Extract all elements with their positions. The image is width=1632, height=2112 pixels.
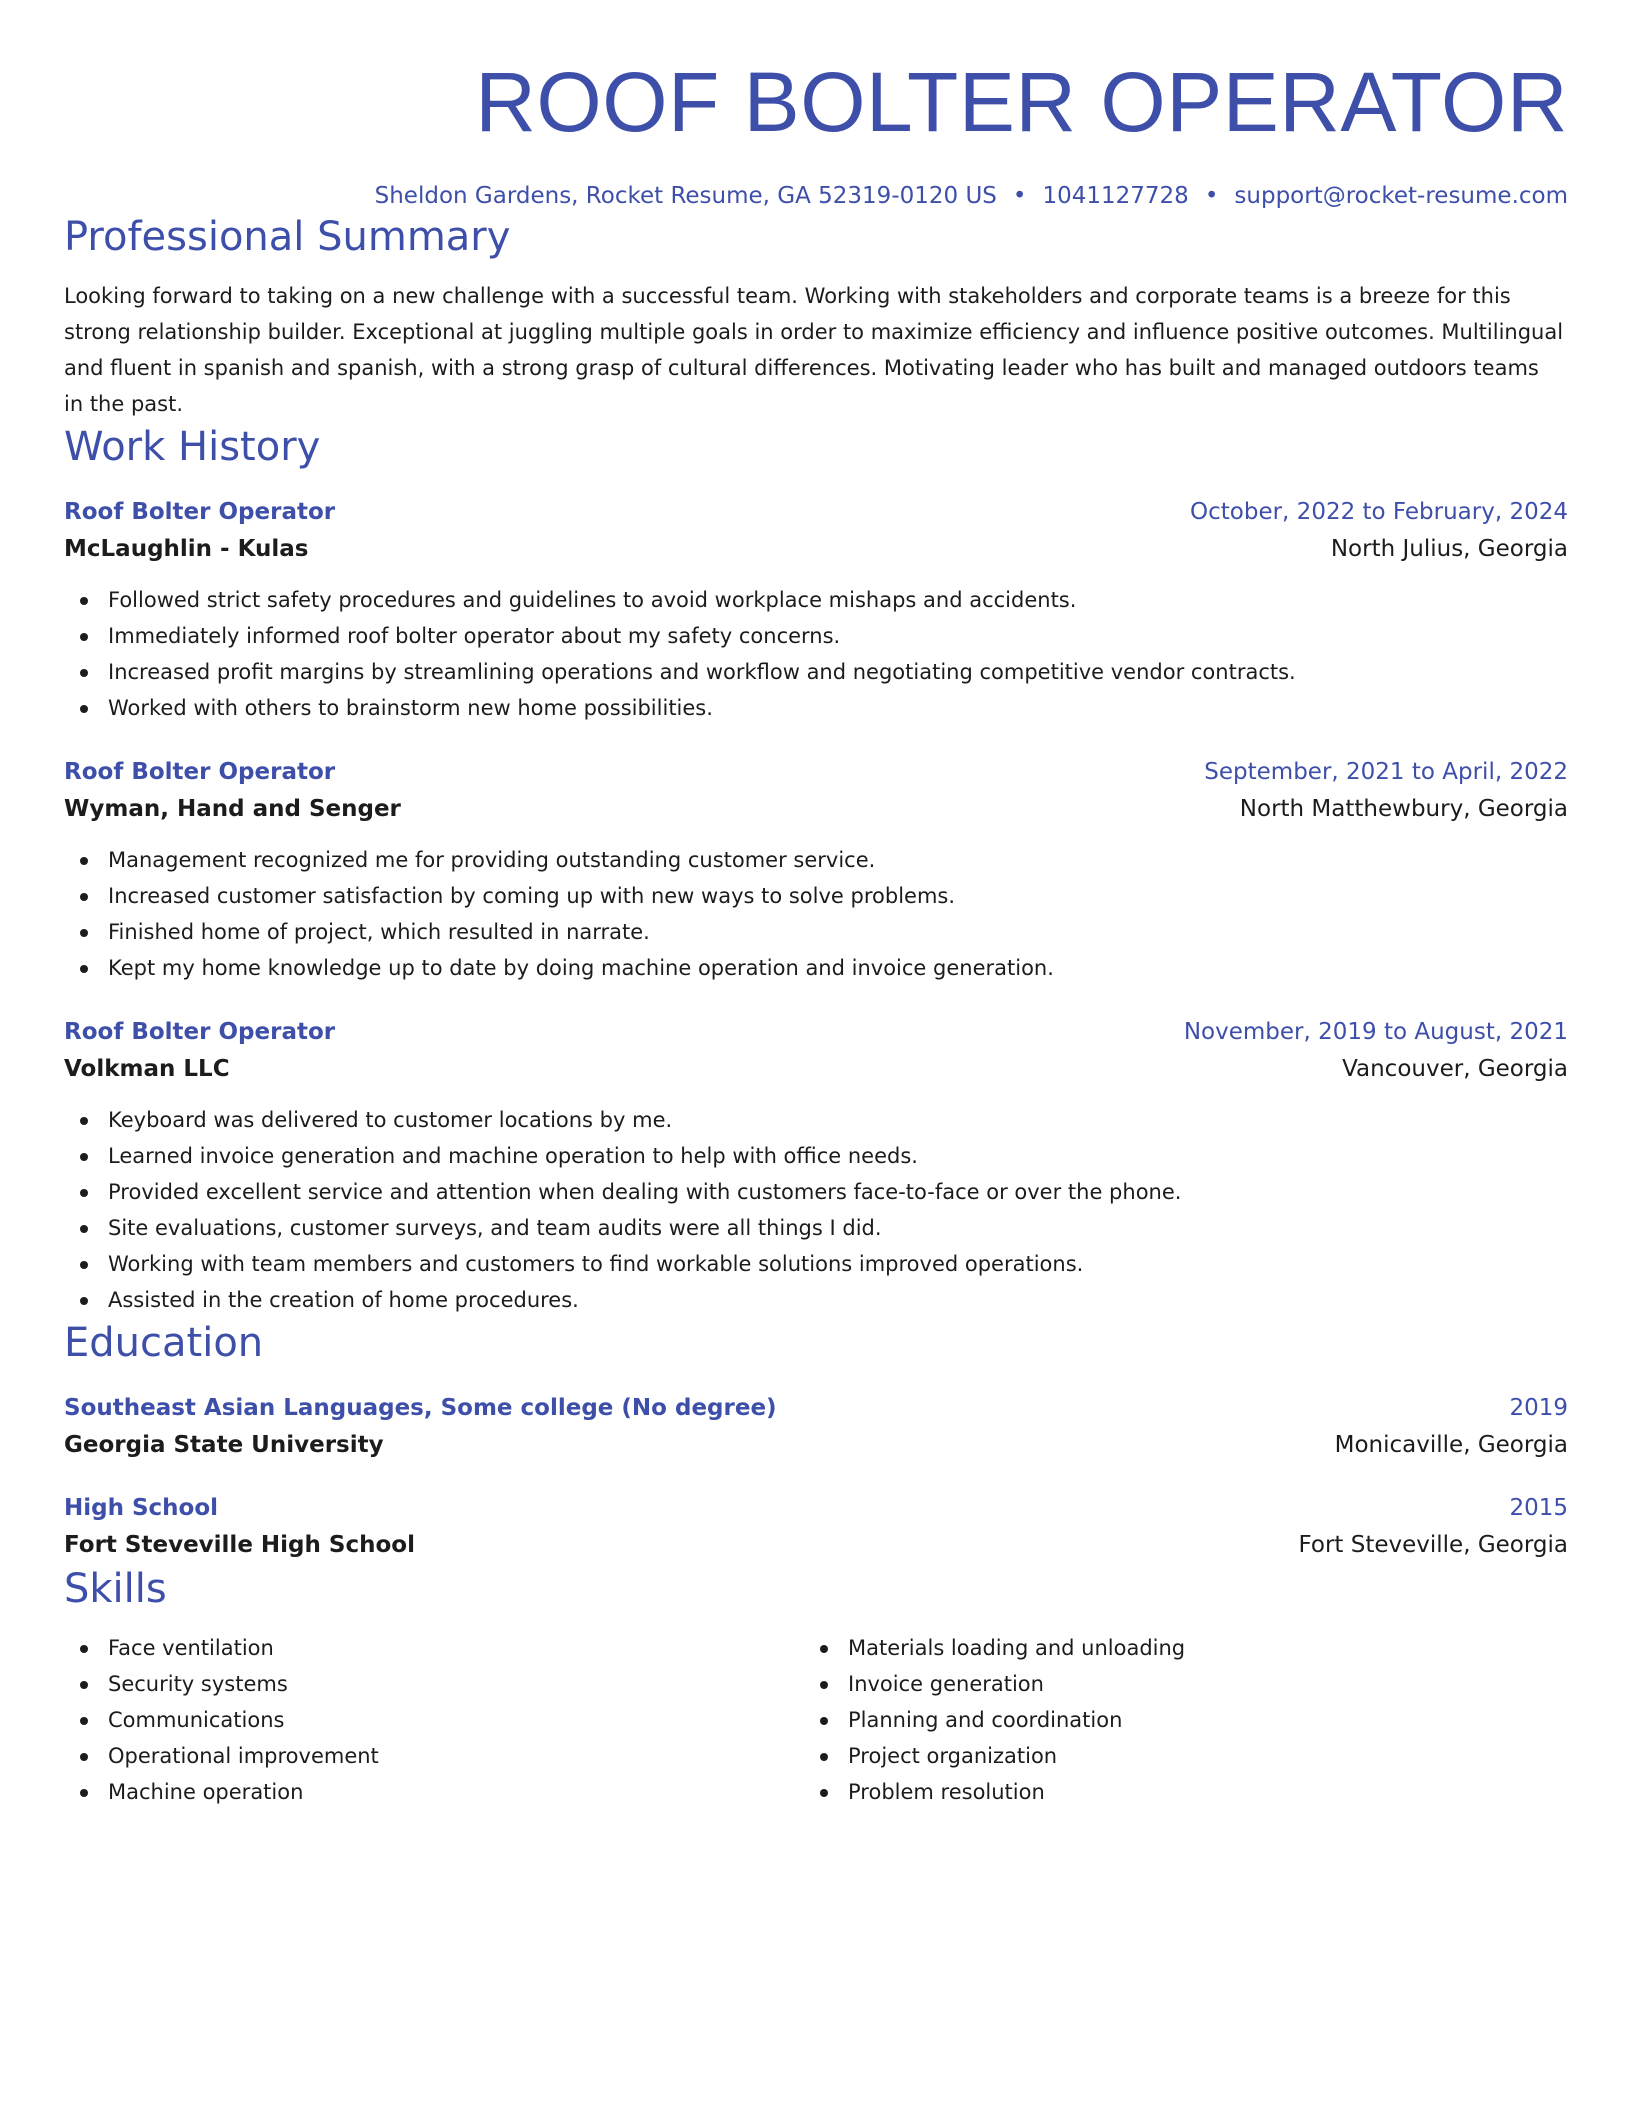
skill-item: Communications (64, 1702, 804, 1738)
skills-list-right (804, 1630, 1544, 1810)
list-item: Keyboard was delivered to customer locations by me. (64, 1102, 1568, 1138)
list-item: Finished home of project, which resulted in narrate. (64, 914, 1568, 950)
list-item: Site evaluations, customer surveys, and team audits were all things I did. (64, 1210, 1568, 1246)
resume-header (64, 0, 1568, 212)
education-location: Fort Steveville, Georgia (1298, 1532, 1568, 1558)
skill-item: Materials loading and unloading (804, 1630, 1544, 1666)
list-item: Immediately informed roof bolter operator about my safety concerns. (64, 618, 1568, 654)
education-location: Monicaville, Georgia (1334, 1432, 1568, 1458)
list-item: Management recognized me for providing outstanding customer service. (64, 842, 1568, 878)
list-item: Provided excellent service and attention when dealing with customers face-to-face or over the phone. (64, 1174, 1568, 1210)
job-location: North Julius, Georgia (1330, 536, 1568, 562)
list-item: Kept my home knowledge up to date by doing machine operation and invoice generation. (64, 950, 1568, 986)
list-item: Followed strict safety procedures and guidelines to avoid workplace mishaps and accidents. (64, 582, 1568, 618)
education-year: 2019 (1509, 1395, 1568, 1421)
contact-separator: • (1204, 183, 1219, 209)
job-role: Roof Bolter Operator (64, 1019, 336, 1045)
contact-address: Sheldon Gardens, Rocket Resume, GA 52319-0120 US (374, 183, 997, 209)
education-entry (64, 1490, 1568, 1564)
contact-separator: • (1012, 183, 1027, 209)
list-item: Assisted in the creation of home procedures. (64, 1282, 1568, 1318)
education-entry (64, 1390, 1568, 1464)
contact-line (64, 180, 1568, 212)
skills-columns (64, 1630, 1568, 1810)
job-location: North Matthewbury, Georgia (1239, 796, 1568, 822)
section-title-summary: Professional Summary (64, 214, 511, 260)
skills-list-left (64, 1630, 804, 1810)
skill-item: Face ventilation (64, 1630, 804, 1666)
skill-item: Invoice generation (804, 1666, 1544, 1702)
list-item: Learned invoice generation and machine operation to help with office needs. (64, 1138, 1568, 1174)
education-degree: Southeast Asian Languages, Some college (No degree) (64, 1395, 777, 1421)
job-company: Wyman, Hand and Senger (64, 796, 401, 822)
job-entry (64, 1014, 1568, 1318)
list-item: Increased customer satisfaction by coming up with new ways to solve problems. (64, 878, 1568, 914)
skill-item: Problem resolution (804, 1774, 1544, 1810)
job-entry (64, 494, 1568, 726)
skill-item: Machine operation (64, 1774, 804, 1810)
skill-item: Planning and coordination (804, 1702, 1544, 1738)
education-degree: High School (64, 1495, 219, 1521)
job-location: Vancouver, Georgia (1342, 1056, 1568, 1082)
education-year: 2015 (1509, 1495, 1568, 1521)
job-duties-list (64, 842, 1568, 986)
job-company: McLaughlin - Kulas (64, 536, 309, 562)
list-item: Increased profit margins by streamlining operations and workflow and negotiating competitive vendor contracts. (64, 654, 1568, 690)
job-dates: October, 2022 to February, 2024 (1190, 499, 1568, 525)
section-title-education: Education (64, 1320, 264, 1366)
job-duties-list (64, 582, 1568, 726)
list-item: Working with team members and customers to find workable solutions improved operations. (64, 1246, 1568, 1282)
section-title-skills: Skills (64, 1566, 167, 1612)
job-dates: November, 2019 to August, 2021 (1183, 1019, 1568, 1045)
skill-item: Operational improvement (64, 1738, 804, 1774)
job-role: Roof Bolter Operator (64, 759, 336, 785)
summary-text: Looking forward to taking on a new challenge with a successful team. Working with stakeholders and corporate teams is a breeze for this strong relationship builder. Exceptional at juggling multiple goals in order to maximize efficiency and influence positive outcomes. Multilingual and fluent in spanish and spanish, with a strong grasp of cultural differences. Motivating leader who has built and managed outdoors teams in the past. (64, 284, 1564, 416)
job-entry (64, 754, 1568, 986)
section-title-work-history: Work History (64, 424, 321, 470)
contact-phone: 1041127728 (1042, 183, 1189, 209)
candidate-name: ROOF BOLTER OPERATOR (475, 55, 1568, 149)
education-school: Georgia State University (64, 1432, 384, 1458)
job-role: Roof Bolter Operator (64, 499, 336, 525)
list-item: Worked with others to brainstorm new home possibilities. (64, 690, 1568, 726)
job-duties-list (64, 1102, 1568, 1318)
skill-item: Project organization (804, 1738, 1544, 1774)
job-dates: September, 2021 to April, 2022 (1204, 759, 1568, 785)
job-company: Volkman LLC (64, 1056, 230, 1082)
education-school: Fort Steveville High School (64, 1532, 415, 1558)
contact-email[interactable]: support@rocket-resume.com (1234, 183, 1568, 209)
skill-item: Security systems (64, 1666, 804, 1702)
